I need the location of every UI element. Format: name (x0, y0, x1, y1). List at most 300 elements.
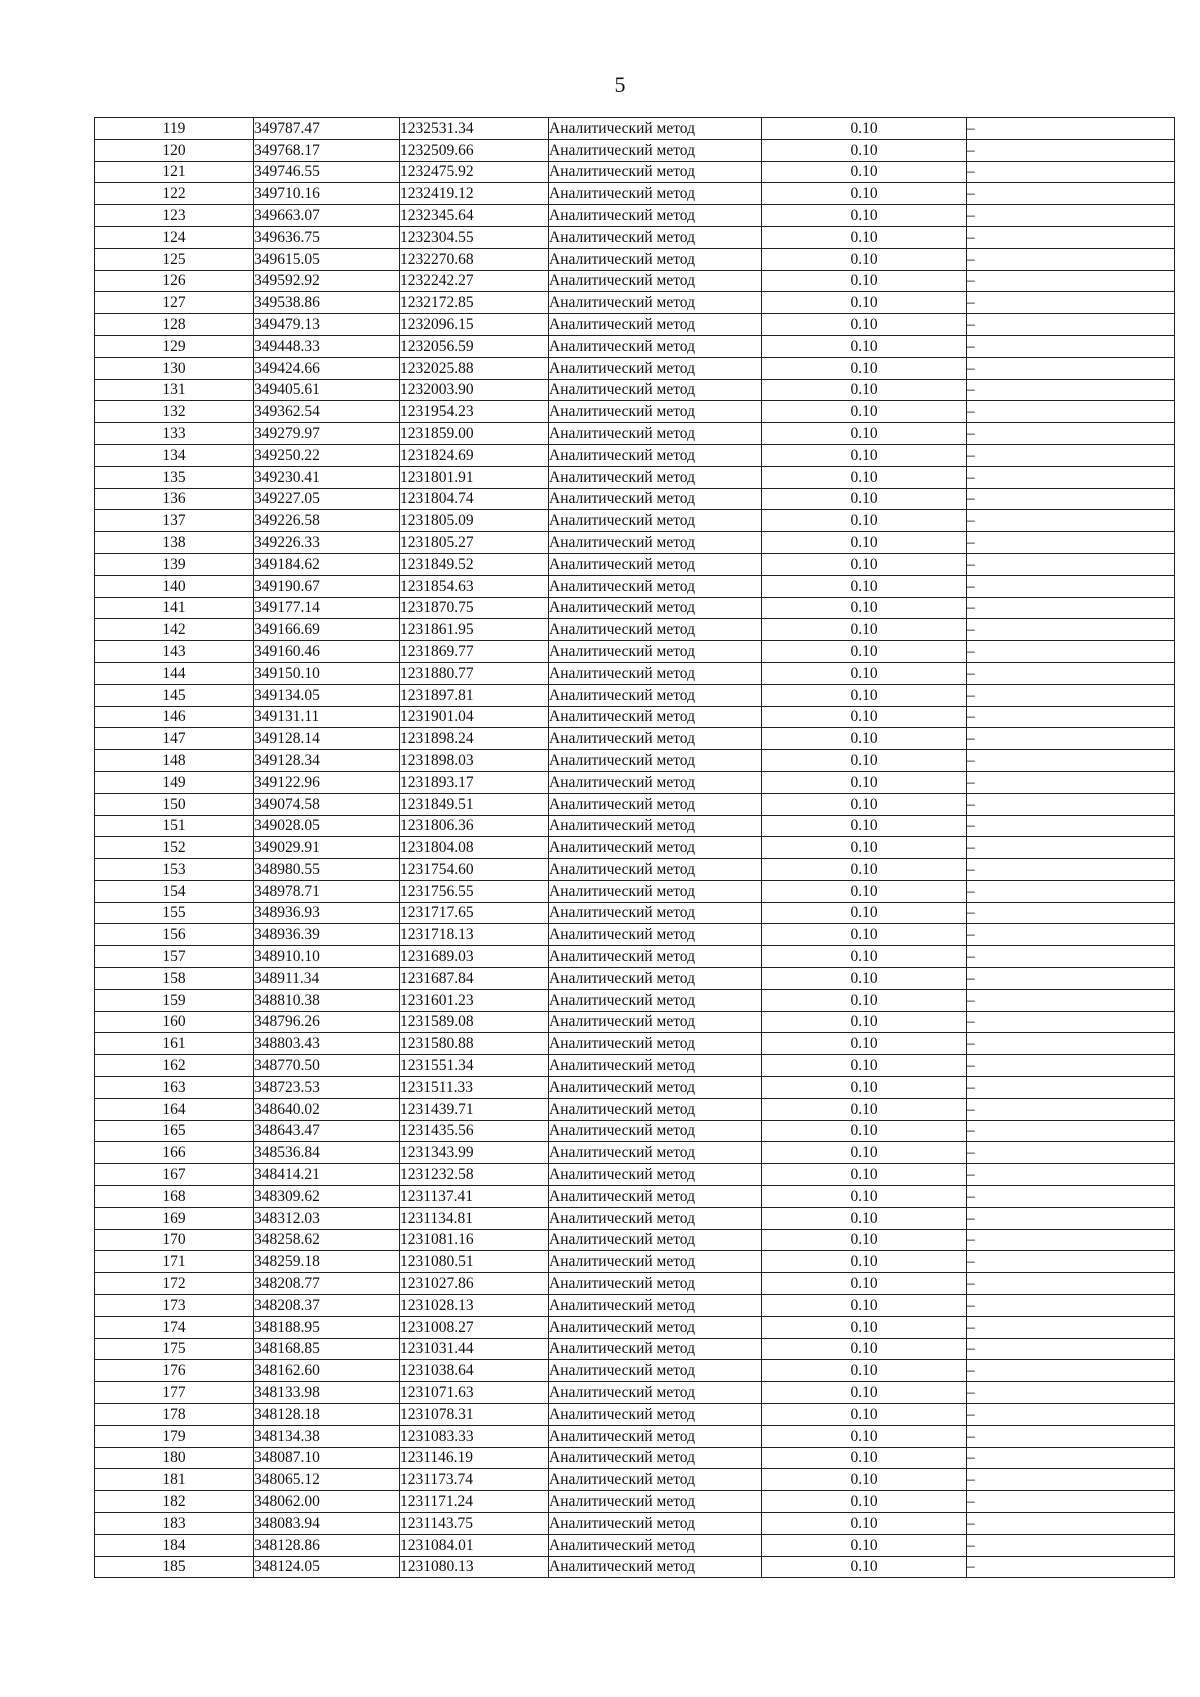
y-coordinate-cell: 1231869.77 (400, 641, 549, 663)
y-coordinate-cell: 1231954.23 (400, 401, 549, 423)
accuracy-cell: 0.10 (762, 1469, 967, 1491)
point-number-cell: 157 (95, 946, 254, 968)
table-row (95, 684, 1175, 706)
accuracy-cell: 0.10 (762, 1338, 967, 1360)
note-cell: – (967, 270, 1175, 292)
y-coordinate-cell: 1232056.59 (400, 335, 549, 357)
note-cell: – (967, 1316, 1175, 1338)
note-cell: – (967, 684, 1175, 706)
accuracy-cell: 0.10 (762, 815, 967, 837)
note-cell: – (967, 946, 1175, 968)
note-cell: – (967, 706, 1175, 728)
note-cell: – (967, 837, 1175, 859)
note-cell: – (967, 1251, 1175, 1273)
x-coordinate-cell: 348910.10 (254, 946, 400, 968)
point-number-cell: 156 (95, 924, 254, 946)
x-coordinate-cell: 348803.43 (254, 1033, 400, 1055)
accuracy-cell: 0.10 (762, 597, 967, 619)
table-row (95, 488, 1175, 510)
accuracy-cell: 0.10 (762, 662, 967, 684)
x-coordinate-cell: 349226.58 (254, 510, 400, 532)
note-cell: – (967, 139, 1175, 161)
table-row (95, 771, 1175, 793)
method-cell: Аналитический метод (549, 423, 762, 445)
method-cell: Аналитический метод (549, 1316, 762, 1338)
y-coordinate-cell: 1231849.52 (400, 553, 549, 575)
x-coordinate-cell: 349250.22 (254, 444, 400, 466)
accuracy-cell: 0.10 (762, 575, 967, 597)
accuracy-cell: 0.10 (762, 902, 967, 924)
table-row (95, 1295, 1175, 1317)
table-row (95, 815, 1175, 837)
method-cell: Аналитический метод (549, 401, 762, 423)
accuracy-cell: 0.10 (762, 837, 967, 859)
point-number-cell: 121 (95, 161, 254, 183)
note-cell: – (967, 793, 1175, 815)
method-cell: Аналитический метод (549, 793, 762, 815)
point-number-cell: 137 (95, 510, 254, 532)
x-coordinate-cell: 349074.58 (254, 793, 400, 815)
x-coordinate-cell: 349227.05 (254, 488, 400, 510)
method-cell: Аналитический метод (549, 706, 762, 728)
method-cell: Аналитический метод (549, 270, 762, 292)
point-number-cell: 131 (95, 379, 254, 401)
table-row (95, 118, 1175, 140)
y-coordinate-cell: 1232345.64 (400, 205, 549, 227)
x-coordinate-cell: 349787.47 (254, 118, 400, 140)
point-number-cell: 133 (95, 423, 254, 445)
method-cell: Аналитический метод (549, 750, 762, 772)
x-coordinate-cell: 348124.05 (254, 1556, 400, 1578)
note-cell: – (967, 488, 1175, 510)
accuracy-cell: 0.10 (762, 728, 967, 750)
table-row (95, 248, 1175, 270)
point-number-cell: 158 (95, 968, 254, 990)
y-coordinate-cell: 1231897.81 (400, 684, 549, 706)
point-number-cell: 150 (95, 793, 254, 815)
table-row (95, 205, 1175, 227)
method-cell: Аналитический метод (549, 1556, 762, 1578)
x-coordinate-cell: 348128.86 (254, 1534, 400, 1556)
y-coordinate-cell: 1231806.36 (400, 815, 549, 837)
method-cell: Аналитический метод (549, 1491, 762, 1513)
table-row (95, 379, 1175, 401)
table-row (95, 1382, 1175, 1404)
point-number-cell: 182 (95, 1491, 254, 1513)
table-row (95, 946, 1175, 968)
table-row (95, 619, 1175, 641)
y-coordinate-cell: 1231143.75 (400, 1513, 549, 1535)
note-cell: – (967, 183, 1175, 205)
table-row (95, 1098, 1175, 1120)
note-cell: – (967, 379, 1175, 401)
point-number-cell: 165 (95, 1120, 254, 1142)
y-coordinate-cell: 1231804.74 (400, 488, 549, 510)
accuracy-cell: 0.10 (762, 314, 967, 336)
method-cell: Аналитический метод (549, 1186, 762, 1208)
y-coordinate-cell: 1231849.51 (400, 793, 549, 815)
method-cell: Аналитический метод (549, 946, 762, 968)
note-cell: – (967, 226, 1175, 248)
point-number-cell: 153 (95, 859, 254, 881)
method-cell: Аналитический метод (549, 553, 762, 575)
method-cell: Аналитический метод (549, 684, 762, 706)
table-row (95, 335, 1175, 357)
table-row (95, 1338, 1175, 1360)
x-coordinate-cell: 348259.18 (254, 1251, 400, 1273)
accuracy-cell: 0.10 (762, 1556, 967, 1578)
note-cell: – (967, 1164, 1175, 1186)
table-row (95, 161, 1175, 183)
x-coordinate-cell: 348133.98 (254, 1382, 400, 1404)
accuracy-cell: 0.10 (762, 1229, 967, 1251)
x-coordinate-cell: 349226.33 (254, 532, 400, 554)
method-cell: Аналитический метод (549, 771, 762, 793)
method-cell: Аналитический метод (549, 1513, 762, 1535)
point-number-cell: 147 (95, 728, 254, 750)
point-number-cell: 159 (95, 989, 254, 1011)
y-coordinate-cell: 1231717.65 (400, 902, 549, 924)
accuracy-cell: 0.10 (762, 1098, 967, 1120)
y-coordinate-cell: 1231343.99 (400, 1142, 549, 1164)
x-coordinate-cell: 349150.10 (254, 662, 400, 684)
point-number-cell: 176 (95, 1360, 254, 1382)
accuracy-cell: 0.10 (762, 1164, 967, 1186)
x-coordinate-cell: 349166.69 (254, 619, 400, 641)
method-cell: Аналитический метод (549, 1251, 762, 1273)
accuracy-cell: 0.10 (762, 1120, 967, 1142)
note-cell: – (967, 423, 1175, 445)
y-coordinate-cell: 1231439.71 (400, 1098, 549, 1120)
table-row (95, 728, 1175, 750)
accuracy-cell: 0.10 (762, 532, 967, 554)
point-number-cell: 134 (95, 444, 254, 466)
accuracy-cell: 0.10 (762, 510, 967, 532)
point-number-cell: 160 (95, 1011, 254, 1033)
x-coordinate-cell: 348978.71 (254, 880, 400, 902)
x-coordinate-cell: 348980.55 (254, 859, 400, 881)
y-coordinate-cell: 1231038.64 (400, 1360, 549, 1382)
accuracy-cell: 0.10 (762, 379, 967, 401)
note-cell: – (967, 1295, 1175, 1317)
accuracy-cell: 0.10 (762, 466, 967, 488)
table-row (95, 444, 1175, 466)
x-coordinate-cell: 349230.41 (254, 466, 400, 488)
accuracy-cell: 0.10 (762, 1425, 967, 1447)
y-coordinate-cell: 1231754.60 (400, 859, 549, 881)
y-coordinate-cell: 1232531.34 (400, 118, 549, 140)
method-cell: Аналитический метод (549, 510, 762, 532)
point-number-cell: 161 (95, 1033, 254, 1055)
note-cell: – (967, 205, 1175, 227)
note-cell: – (967, 619, 1175, 641)
accuracy-cell: 0.10 (762, 859, 967, 881)
accuracy-cell: 0.10 (762, 750, 967, 772)
table-row (95, 553, 1175, 575)
accuracy-cell: 0.10 (762, 248, 967, 270)
x-coordinate-cell: 349028.05 (254, 815, 400, 837)
table-row (95, 1164, 1175, 1186)
note-cell: – (967, 1055, 1175, 1077)
accuracy-cell: 0.10 (762, 706, 967, 728)
note-cell: – (967, 1513, 1175, 1535)
coordinates-table-body (95, 118, 1175, 1578)
accuracy-cell: 0.10 (762, 488, 967, 510)
method-cell: Аналитический метод (549, 1098, 762, 1120)
accuracy-cell: 0.10 (762, 1513, 967, 1535)
table-row (95, 1513, 1175, 1535)
x-coordinate-cell: 348188.95 (254, 1316, 400, 1338)
x-coordinate-cell: 349184.62 (254, 553, 400, 575)
y-coordinate-cell: 1231551.34 (400, 1055, 549, 1077)
method-cell: Аналитический метод (549, 1229, 762, 1251)
method-cell: Аналитический метод (549, 1425, 762, 1447)
y-coordinate-cell: 1231804.08 (400, 837, 549, 859)
point-number-cell: 162 (95, 1055, 254, 1077)
y-coordinate-cell: 1231801.91 (400, 466, 549, 488)
y-coordinate-cell: 1232172.85 (400, 292, 549, 314)
table-row (95, 924, 1175, 946)
note-cell: – (967, 1011, 1175, 1033)
method-cell: Аналитический метод (549, 662, 762, 684)
y-coordinate-cell: 1231083.33 (400, 1425, 549, 1447)
x-coordinate-cell: 348796.26 (254, 1011, 400, 1033)
y-coordinate-cell: 1231080.51 (400, 1251, 549, 1273)
table-row (95, 662, 1175, 684)
point-number-cell: 138 (95, 532, 254, 554)
method-cell: Аналитический метод (549, 379, 762, 401)
point-number-cell: 178 (95, 1404, 254, 1426)
accuracy-cell: 0.10 (762, 1186, 967, 1208)
table-row (95, 1556, 1175, 1578)
table-row (95, 1142, 1175, 1164)
method-cell: Аналитический метод (549, 641, 762, 663)
method-cell: Аналитический метод (549, 1295, 762, 1317)
accuracy-cell: 0.10 (762, 139, 967, 161)
method-cell: Аналитический метод (549, 357, 762, 379)
note-cell: – (967, 641, 1175, 663)
note-cell: – (967, 161, 1175, 183)
y-coordinate-cell: 1231031.44 (400, 1338, 549, 1360)
x-coordinate-cell: 349746.55 (254, 161, 400, 183)
y-coordinate-cell: 1231718.13 (400, 924, 549, 946)
method-cell: Аналитический метод (549, 466, 762, 488)
x-coordinate-cell: 348770.50 (254, 1055, 400, 1077)
x-coordinate-cell: 348936.39 (254, 924, 400, 946)
method-cell: Аналитический метод (549, 575, 762, 597)
y-coordinate-cell: 1231081.16 (400, 1229, 549, 1251)
table-row (95, 1316, 1175, 1338)
point-number-cell: 130 (95, 357, 254, 379)
method-cell: Аналитический метод (549, 1338, 762, 1360)
point-number-cell: 181 (95, 1469, 254, 1491)
note-cell: – (967, 1534, 1175, 1556)
y-coordinate-cell: 1231580.88 (400, 1033, 549, 1055)
point-number-cell: 136 (95, 488, 254, 510)
note-cell: – (967, 662, 1175, 684)
method-cell: Аналитический метод (549, 532, 762, 554)
note-cell: – (967, 728, 1175, 750)
y-coordinate-cell: 1231870.75 (400, 597, 549, 619)
table-row (95, 641, 1175, 663)
x-coordinate-cell: 349479.13 (254, 314, 400, 336)
accuracy-cell: 0.10 (762, 335, 967, 357)
point-number-cell: 149 (95, 771, 254, 793)
method-cell: Аналитический метод (549, 292, 762, 314)
note-cell: – (967, 1229, 1175, 1251)
y-coordinate-cell: 1231898.03 (400, 750, 549, 772)
point-number-cell: 171 (95, 1251, 254, 1273)
method-cell: Аналитический метод (549, 1360, 762, 1382)
method-cell: Аналитический метод (549, 248, 762, 270)
y-coordinate-cell: 1231071.63 (400, 1382, 549, 1404)
point-number-cell: 174 (95, 1316, 254, 1338)
method-cell: Аналитический метод (549, 1033, 762, 1055)
accuracy-cell: 0.10 (762, 1033, 967, 1055)
y-coordinate-cell: 1231435.56 (400, 1120, 549, 1142)
x-coordinate-cell: 349615.05 (254, 248, 400, 270)
y-coordinate-cell: 1231805.09 (400, 510, 549, 532)
x-coordinate-cell: 349405.61 (254, 379, 400, 401)
note-cell: – (967, 314, 1175, 336)
page-number: 5 (614, 72, 626, 97)
method-cell: Аналитический метод (549, 226, 762, 248)
method-cell: Аналитический метод (549, 1404, 762, 1426)
table-row (95, 880, 1175, 902)
y-coordinate-cell: 1232096.15 (400, 314, 549, 336)
x-coordinate-cell: 349134.05 (254, 684, 400, 706)
method-cell: Аналитический метод (549, 924, 762, 946)
x-coordinate-cell: 348643.47 (254, 1120, 400, 1142)
note-cell: – (967, 1404, 1175, 1426)
table-row (95, 1425, 1175, 1447)
y-coordinate-cell: 1231854.63 (400, 575, 549, 597)
point-number-cell: 124 (95, 226, 254, 248)
method-cell: Аналитический метод (549, 880, 762, 902)
note-cell: – (967, 1186, 1175, 1208)
x-coordinate-cell: 349592.92 (254, 270, 400, 292)
y-coordinate-cell: 1231028.13 (400, 1295, 549, 1317)
table-row (95, 1186, 1175, 1208)
method-cell: Аналитический метод (549, 118, 762, 140)
accuracy-cell: 0.10 (762, 880, 967, 902)
table-row (95, 1120, 1175, 1142)
point-number-cell: 141 (95, 597, 254, 619)
table-row (95, 357, 1175, 379)
method-cell: Аналитический метод (549, 1120, 762, 1142)
x-coordinate-cell: 349128.34 (254, 750, 400, 772)
y-coordinate-cell: 1231084.01 (400, 1534, 549, 1556)
note-cell: – (967, 1360, 1175, 1382)
table-row (95, 706, 1175, 728)
x-coordinate-cell: 349710.16 (254, 183, 400, 205)
table-row (95, 1360, 1175, 1382)
x-coordinate-cell: 349448.33 (254, 335, 400, 357)
accuracy-cell: 0.10 (762, 793, 967, 815)
point-number-cell: 175 (95, 1338, 254, 1360)
y-coordinate-cell: 1231137.41 (400, 1186, 549, 1208)
note-cell: – (967, 924, 1175, 946)
note-cell: – (967, 1447, 1175, 1469)
table-row (95, 1447, 1175, 1469)
table-row (95, 1207, 1175, 1229)
y-coordinate-cell: 1231893.17 (400, 771, 549, 793)
table-row (95, 423, 1175, 445)
x-coordinate-cell: 348723.53 (254, 1077, 400, 1099)
note-cell: – (967, 1207, 1175, 1229)
point-number-cell: 142 (95, 619, 254, 641)
method-cell: Аналитический метод (549, 1164, 762, 1186)
point-number-cell: 152 (95, 837, 254, 859)
point-number-cell: 177 (95, 1382, 254, 1404)
point-number-cell: 143 (95, 641, 254, 663)
accuracy-cell: 0.10 (762, 1295, 967, 1317)
accuracy-cell: 0.10 (762, 1251, 967, 1273)
accuracy-cell: 0.10 (762, 1382, 967, 1404)
note-cell: – (967, 880, 1175, 902)
note-cell: – (967, 1425, 1175, 1447)
accuracy-cell: 0.10 (762, 553, 967, 575)
accuracy-cell: 0.10 (762, 270, 967, 292)
y-coordinate-cell: 1231687.84 (400, 968, 549, 990)
accuracy-cell: 0.10 (762, 118, 967, 140)
y-coordinate-cell: 1231861.95 (400, 619, 549, 641)
y-coordinate-cell: 1232304.55 (400, 226, 549, 248)
x-coordinate-cell: 349538.86 (254, 292, 400, 314)
table-row (95, 270, 1175, 292)
method-cell: Аналитический метод (549, 1011, 762, 1033)
y-coordinate-cell: 1231511.33 (400, 1077, 549, 1099)
x-coordinate-cell: 348083.94 (254, 1513, 400, 1535)
y-coordinate-cell: 1231134.81 (400, 1207, 549, 1229)
y-coordinate-cell: 1232270.68 (400, 248, 549, 270)
x-coordinate-cell: 348208.37 (254, 1295, 400, 1317)
point-number-cell: 122 (95, 183, 254, 205)
point-number-cell: 179 (95, 1425, 254, 1447)
accuracy-cell: 0.10 (762, 1491, 967, 1513)
accuracy-cell: 0.10 (762, 1404, 967, 1426)
x-coordinate-cell: 349160.46 (254, 641, 400, 663)
table-row (95, 902, 1175, 924)
note-cell: – (967, 1120, 1175, 1142)
x-coordinate-cell: 349279.97 (254, 423, 400, 445)
point-number-cell: 166 (95, 1142, 254, 1164)
table-row (95, 1077, 1175, 1099)
accuracy-cell: 0.10 (762, 357, 967, 379)
x-coordinate-cell: 348134.38 (254, 1425, 400, 1447)
table-row (95, 510, 1175, 532)
point-number-cell: 119 (95, 118, 254, 140)
point-number-cell: 139 (95, 553, 254, 575)
x-coordinate-cell: 348168.85 (254, 1338, 400, 1360)
y-coordinate-cell: 1231859.00 (400, 423, 549, 445)
table-row (95, 1229, 1175, 1251)
accuracy-cell: 0.10 (762, 968, 967, 990)
method-cell: Аналитический метод (549, 335, 762, 357)
point-number-cell: 120 (95, 139, 254, 161)
point-number-cell: 146 (95, 706, 254, 728)
y-coordinate-cell: 1231232.58 (400, 1164, 549, 1186)
method-cell: Аналитический метод (549, 968, 762, 990)
point-number-cell: 167 (95, 1164, 254, 1186)
method-cell: Аналитический метод (549, 205, 762, 227)
note-cell: – (967, 532, 1175, 554)
y-coordinate-cell: 1231756.55 (400, 880, 549, 902)
note-cell: – (967, 1469, 1175, 1491)
table-row (95, 226, 1175, 248)
y-coordinate-cell: 1232003.90 (400, 379, 549, 401)
accuracy-cell: 0.10 (762, 619, 967, 641)
